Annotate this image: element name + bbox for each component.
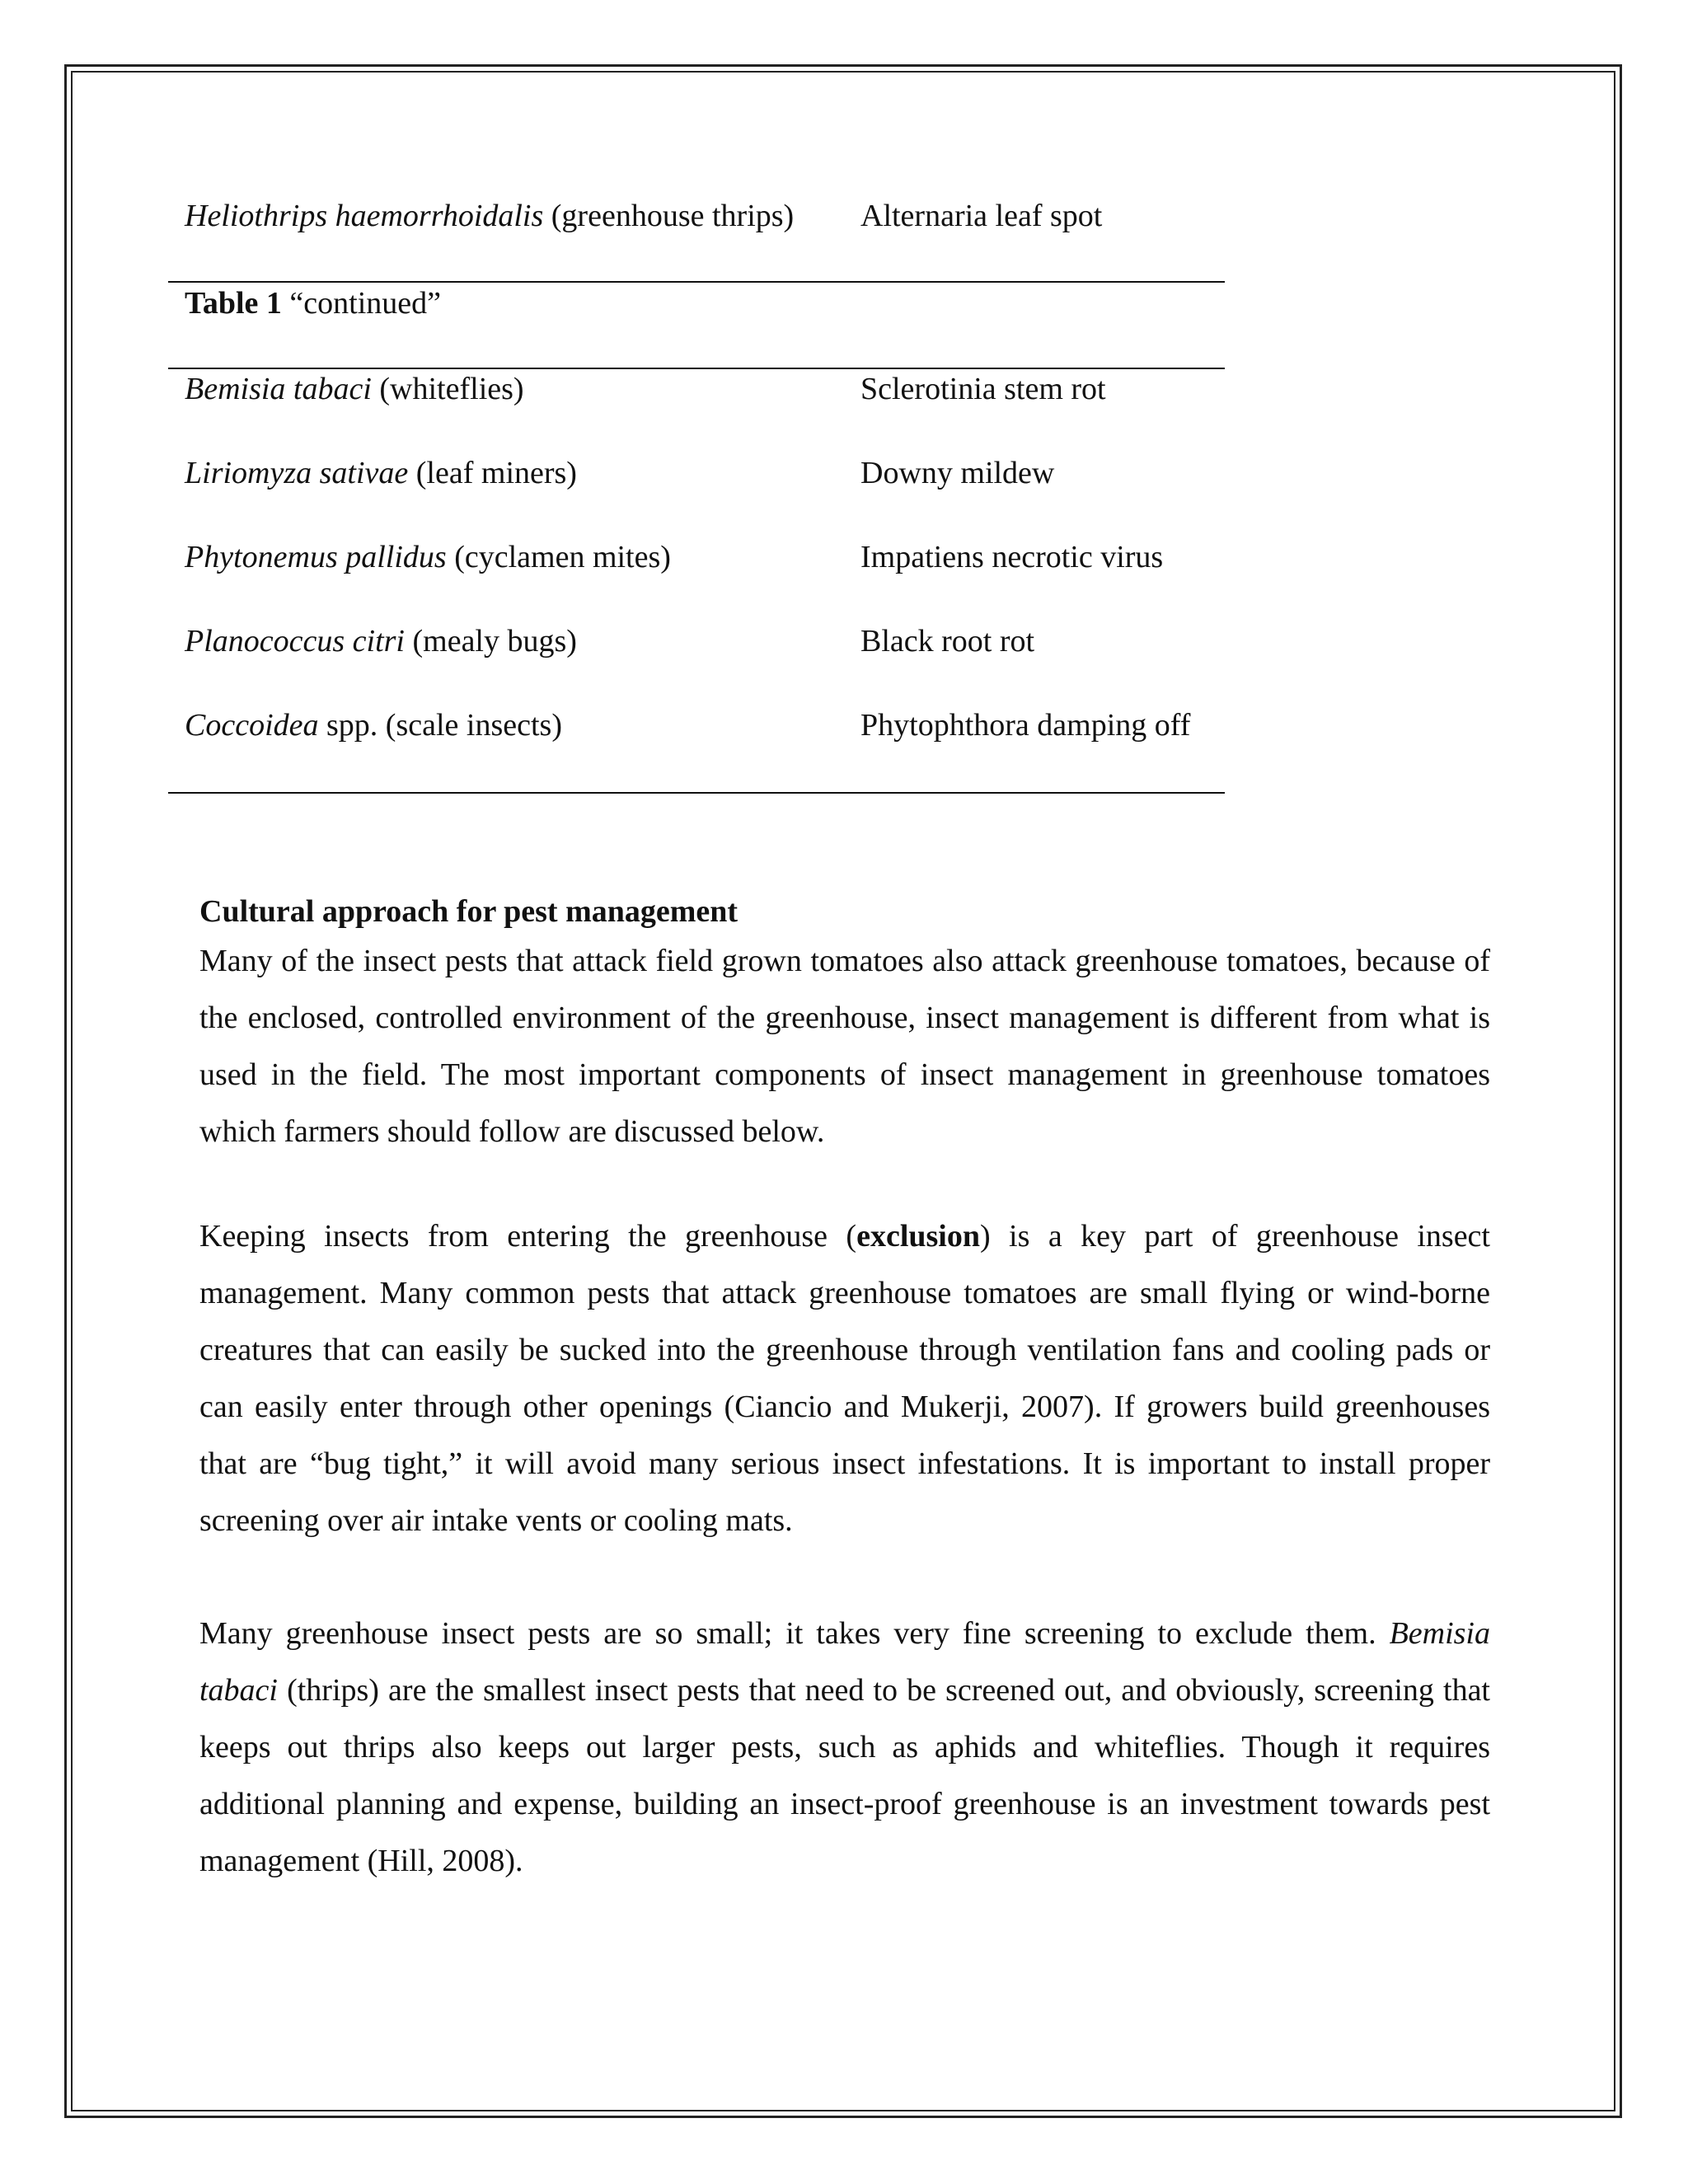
table-cell-pest — [185, 448, 577, 498]
table-cell-disease: Phytophthora damping off — [860, 708, 1191, 743]
common-name: spp. (scale insects) — [318, 708, 562, 743]
common-name: (whiteflies) — [371, 372, 524, 406]
species-name: Planococcus citri — [185, 624, 405, 658]
table-rule-bottom — [168, 792, 1225, 794]
table-cell-disease: Downy mildew — [860, 456, 1055, 490]
paragraph-text: ) is a key part of greenhouse insect management. Many common pests that attack greenhouse tomatoes are small flying or wind-borne creatures that can easily be sucked into the greenhouse through ventilation fans and cooling pads or can easily enter through other openings (Ciancio and Mukerji, 2007). If growers build greenhouses that are “bug tight,” it will avoid many serious insect infestations. It is important to install proper screening over air intake vents or cooling mats. — [199, 1219, 1490, 1538]
common-name: (mealy bugs) — [404, 624, 577, 658]
table-row — [185, 532, 1225, 582]
table-cell-disease: Impatiens necrotic virus — [860, 540, 1164, 574]
species-name: Heliothrips haemorrhoidalis — [185, 199, 544, 233]
section-heading: Cultural approach for pest management — [199, 894, 738, 929]
species-name: Bemisia tabaci — [185, 372, 372, 406]
table-row — [185, 191, 1225, 241]
common-name: (leaf miners) — [408, 456, 577, 490]
table-row — [185, 364, 1225, 414]
paragraph — [199, 1208, 1490, 1549]
table-caption-text: “continued” — [281, 286, 442, 321]
species-name: Liriomyza sativae — [185, 456, 409, 490]
table-cell-pest — [185, 532, 671, 582]
table-cell-disease: Black root rot — [860, 624, 1035, 658]
table-cell-disease: Sclerotinia stem rot — [860, 372, 1106, 406]
table-cell-pest — [185, 701, 562, 750]
table-caption-label: Table 1 — [185, 286, 282, 321]
table-cell-pest — [185, 364, 524, 414]
paragraph: Many of the insect pests that attack field grown tomatoes also attack greenhouse tomatoes, because of the enclosed, controlled environment of the greenhouse, insect management is different from what is used in the field. The most important components of insect management in greenhouse tomatoes which farmers should follow are discussed below. — [199, 944, 1490, 1149]
paragraph-text: (thrips) are the smallest insect pests that need to be screened out, and obviously, screening that keeps out thrips also keeps out larger pests, such as aphids and whiteflies. Though it requires additional planning and expense, building an insect-proof greenhouse is an investment towards pest management (Hill, 2008). — [199, 1673, 1490, 1878]
bold-term: exclusion — [856, 1219, 980, 1254]
table-cell-pest — [185, 191, 794, 241]
paragraph-text: Keeping insects from entering the greenhouse ( — [199, 1219, 857, 1254]
paragraph — [199, 1605, 1490, 1890]
species-name: Phytonemus pallidus — [185, 540, 447, 574]
species-name: Coccoidea — [185, 708, 319, 743]
common-name: (cyclamen mites) — [446, 540, 671, 574]
table-caption — [185, 279, 441, 328]
paragraph-text: Many greenhouse insect pests are so small; it takes very fine screening to exclude them. — [199, 1616, 1390, 1651]
species-name: Bemisia tabaci — [199, 1616, 1490, 1708]
table-cell-pest — [185, 616, 577, 666]
table-row — [185, 616, 1225, 666]
table-row — [185, 701, 1225, 750]
table-row — [185, 448, 1225, 498]
common-name: (greenhouse thrips) — [543, 199, 795, 233]
table-cell-disease: Alternaria leaf spot — [860, 199, 1103, 233]
